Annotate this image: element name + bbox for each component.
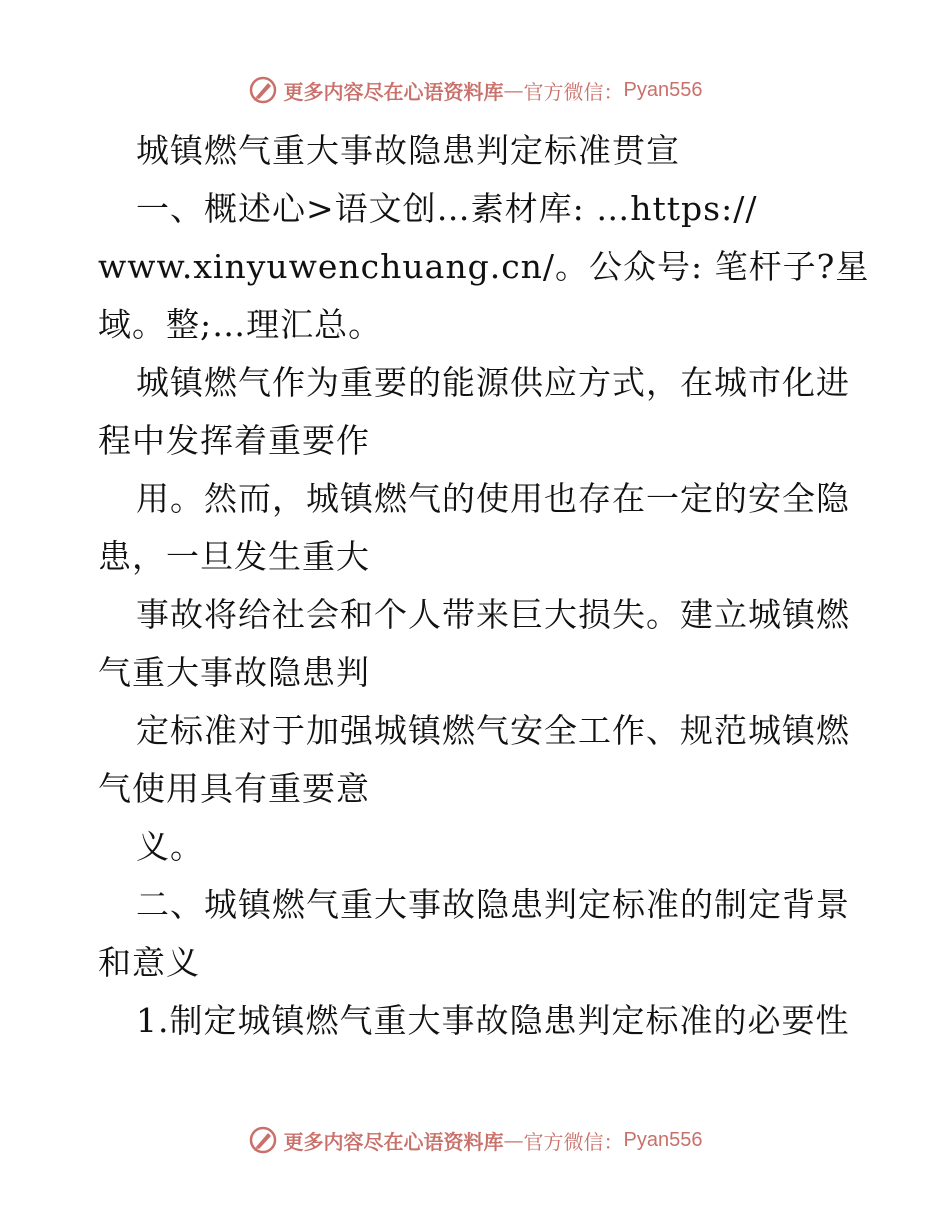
document-title: 城镇燃气重大事故隐患判定标准贯宣: [136, 131, 680, 170]
paragraph-line: 城镇燃气作为重要的能源供应方式，在城市化进: [136, 363, 850, 402]
paragraph-line: 事故将给社会和个人带来巨大损失。建立城镇燃: [136, 595, 850, 634]
paragraph-line: 域。整;…理汇总。: [98, 305, 383, 344]
section-heading: 二、城镇燃气重大事故隐患判定标准的制定背景: [136, 885, 850, 924]
section-heading-continued: 和意义: [98, 943, 200, 982]
banner-site-text: 更多内容尽在心语资料库: [283, 79, 504, 104]
subsection-heading: 1.制定城镇燃气重大事故隐患判定标准的必要性: [136, 1001, 850, 1040]
paragraph-line: 定标准对于加强城镇燃气安全工作、规范城镇燃: [136, 711, 850, 750]
pen-logo-icon: [248, 1125, 278, 1155]
paragraph-line: 气重大事故隐患判: [98, 653, 370, 692]
paragraph-line: 气使用具有重要意: [98, 769, 370, 808]
banner-site-text: 更多内容尽在心语资料库: [283, 1129, 504, 1154]
banner-official-label: 官方微信：: [523, 79, 624, 104]
paragraph-line: www.xinyuwenchuang.cn/。公众号: 笔杆子?星: [98, 247, 870, 286]
paragraph-line: 一、概述心>语文创…素材库: …https://: [136, 189, 758, 228]
document-body: [98, 122, 870, 1050]
pen-logo-icon: [248, 75, 278, 105]
header-watermark-banner: [0, 72, 950, 108]
banner-dash: —: [503, 1128, 524, 1152]
banner-official-label: 官方微信：: [523, 1129, 624, 1154]
paragraph-line: 用。然而，城镇燃气的使用也存在一定的安全隐: [136, 479, 850, 518]
paragraph-line: 患，一旦发生重大: [98, 537, 370, 576]
banner-account-id: Pyan556: [623, 78, 703, 101]
paragraph-line: 程中发挥着重要作: [98, 421, 370, 460]
banner-account-id: Pyan556: [623, 1128, 703, 1151]
footer-watermark-banner: [0, 1122, 950, 1158]
paragraph-line: 义。: [136, 827, 204, 866]
banner-dash: —: [503, 78, 524, 102]
